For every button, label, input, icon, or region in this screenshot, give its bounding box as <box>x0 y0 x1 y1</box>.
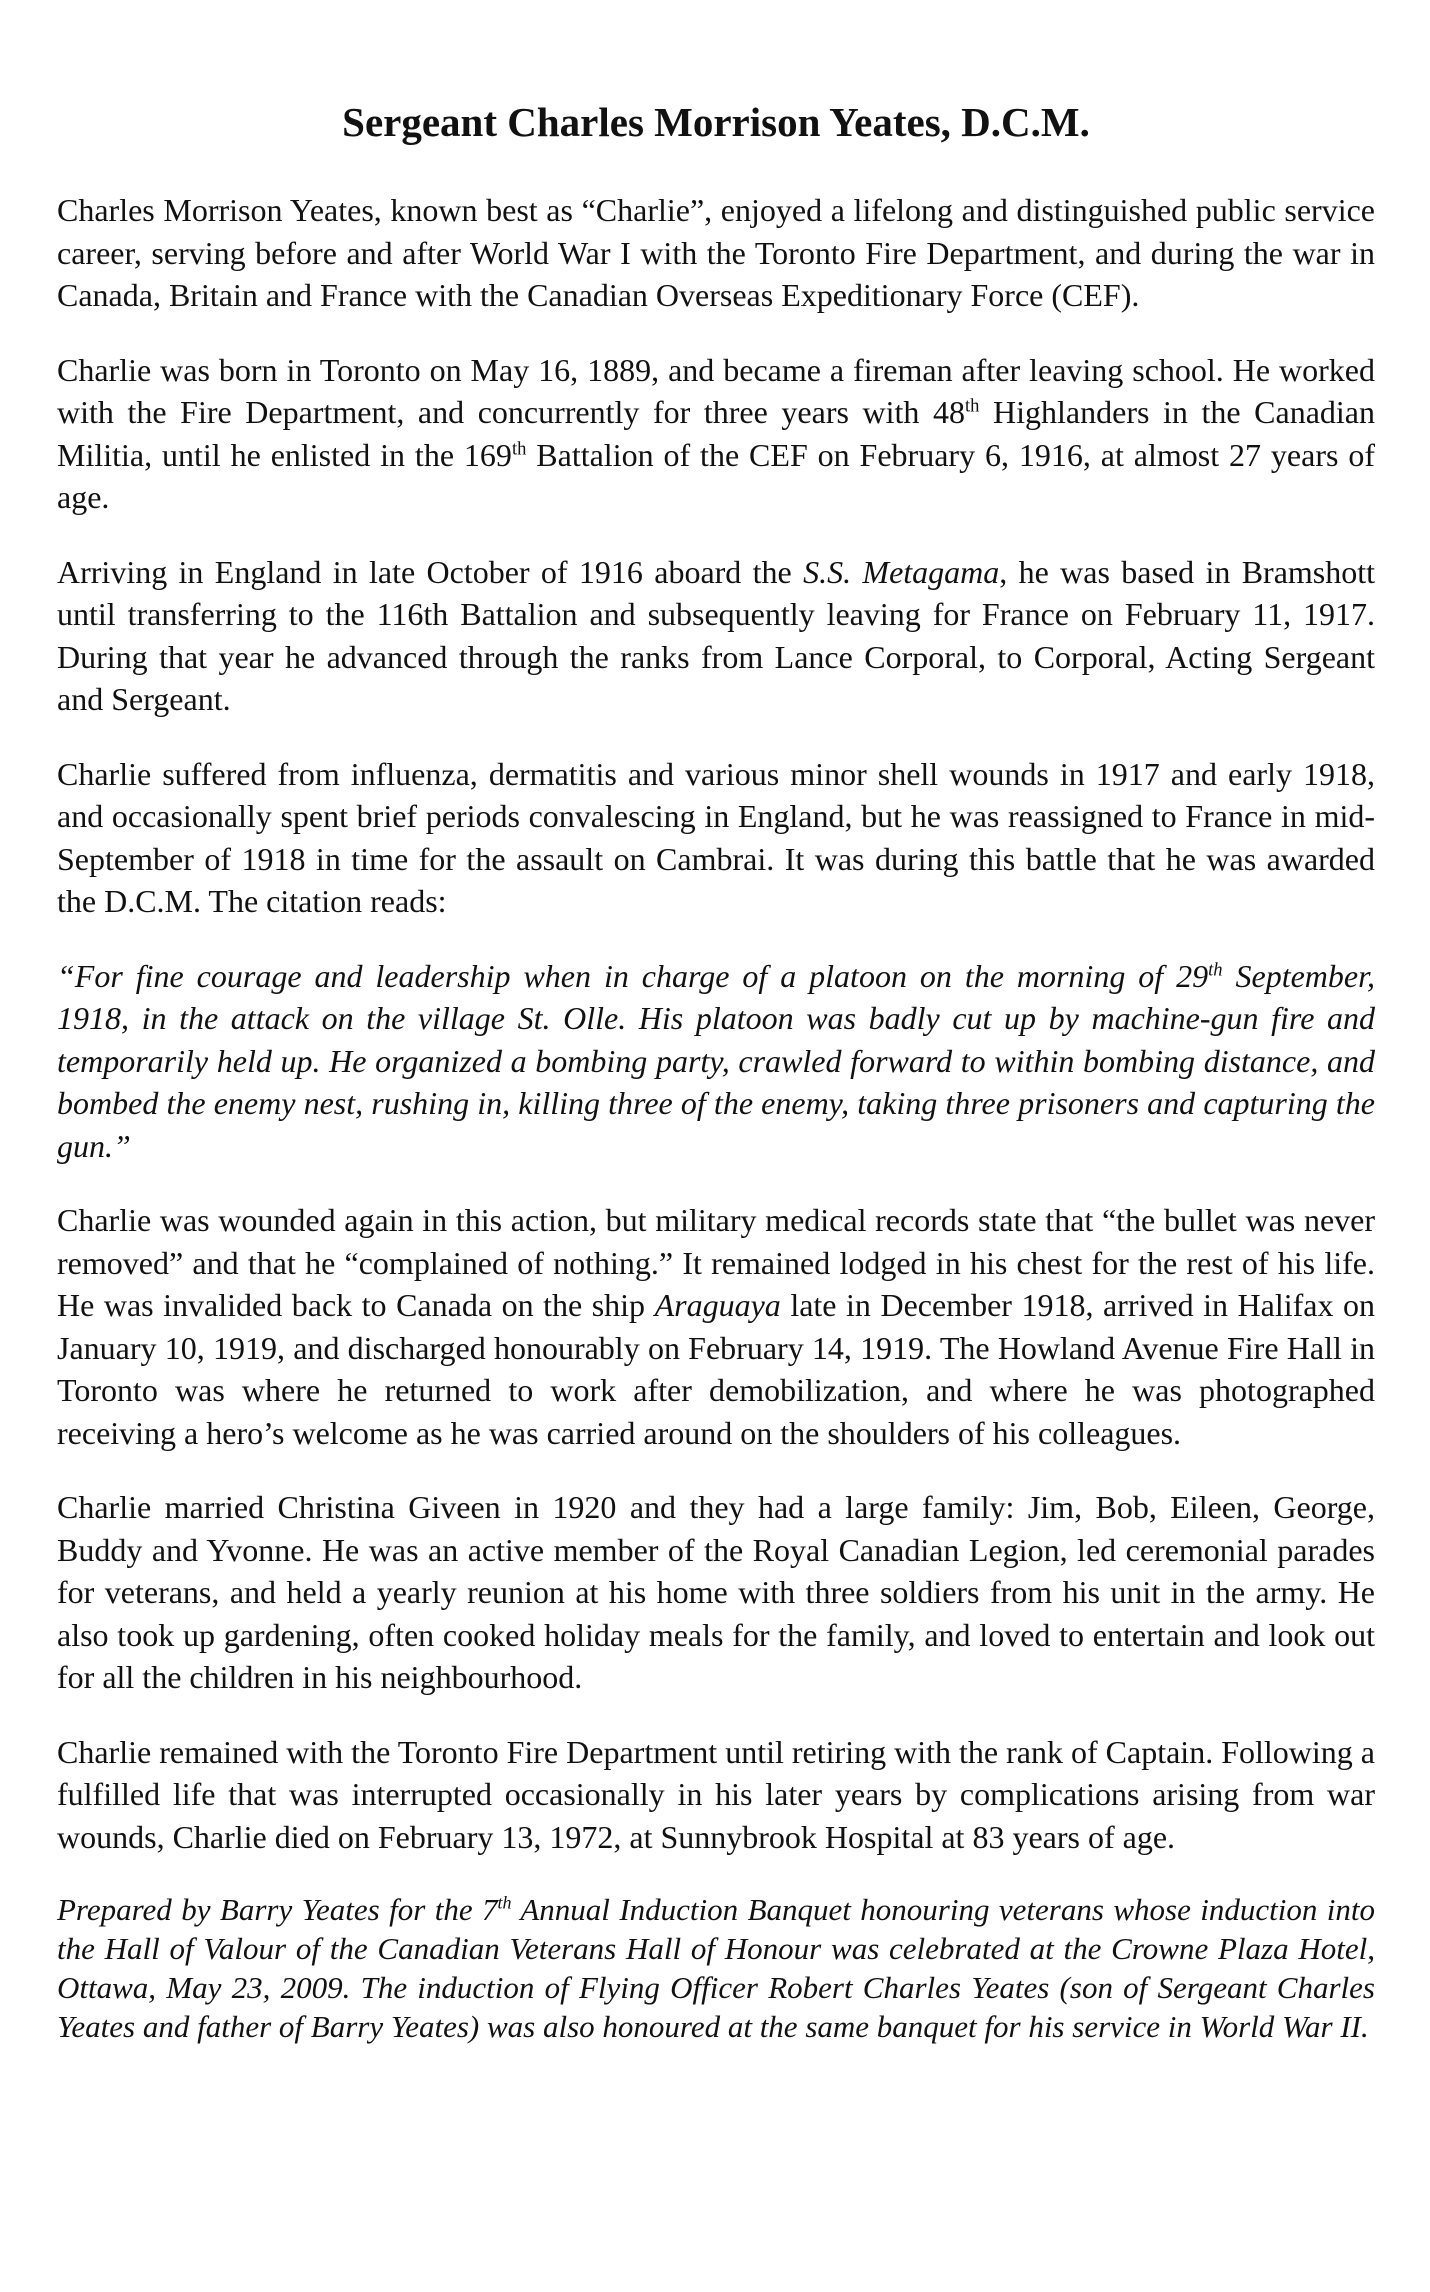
ordinal-suffix: th <box>1208 959 1223 981</box>
citation-text-b: September, 1918, in the attack on the village St. Olle. His platoon was badly cut up by machine-gun fire and temporarily held up. He organized a bombing party, crawled forward to within bombing distance, and bombed the enemy nest, rushing in, killing three of the enemy, taking three prisoners and capturing the gun.” <box>57 957 1376 1164</box>
ordinal-suffix: th <box>497 1892 512 1913</box>
ordinal-suffix: th <box>965 395 980 417</box>
paragraph-wounded-text-b: late in December 1918, arrived in Halifax on January 10, 1919, and discharged honourably on February 14, 1919. The Howland Avenue Fire Hall in Toronto was where he returned to work after demobilization, and where he was photographed receiving a hero’s welcome as he was carried around on the shoulders of his colleagues. <box>57 1287 1376 1451</box>
credit-text-b: Annual Induction Banquet honouring veterans whose induction into the Hall of Valour of the Canadian Veterans Hall of Honour was celebrated at the Crowne Plaza Hotel, Ottawa, May 23, 2009. The induction of Flying Officer Robert Charles Yeates (son of Sergeant Charles Yeates and father of Barry Yeates) was also honoured at the same banquet for his service in World War II. <box>57 1892 1375 2045</box>
citation-text-a: “For fine courage and leadership when in charge of a platoon on the morning of 29 <box>57 957 1209 994</box>
credit-text-a: Prepared by Barry Yeates for the 7 <box>57 1892 498 1928</box>
paragraph-england <box>57 551 1375 721</box>
document-title: Sergeant Charles Morrison Yeates, D.C.M. <box>342 99 1090 145</box>
citation-quote <box>57 955 1375 1168</box>
paragraph-early-life-text-b: Highlanders in the Canadian Militia, until he enlisted in the 169 <box>57 394 1376 473</box>
ordinal-suffix: th <box>511 438 527 460</box>
paragraph-wounded <box>57 1199 1375 1454</box>
paragraph-early-life-text-a: Charlie was born in Toronto on May 16, 1889, and became a fireman after leaving school. He worked with the Fire Department, and concurrently for three years with 48 <box>57 351 1375 431</box>
ship-name: Araguaya <box>654 1287 781 1324</box>
credit-note <box>57 1890 1375 2046</box>
paragraph-later-life: Charlie remained with the Toronto Fire Department until retiring with the rank of Captain. Following a fulfilled life that was interrupted occasionally in his later years by complications arising from war wounds, Charlie died on February 13, 1972, at Sunnybrook Hospital at 83 years of age. <box>57 1733 1375 1855</box>
paragraph-cambrai: Charlie suffered from influenza, dermatitis and various minor shell wounds in 1917 and early 1918, and occasionally spent brief periods convalescing in England, but he was reassigned to France in mid-September of 1918 in time for the assault on Cambrai. It was during this battle that he was awarded the D.C.M. The citation reads: <box>57 755 1375 920</box>
paragraph-england-text-b: , he was based in Bramshott until transferring to the 116th Battalion and subsequently leaving for France on February 11, 1917. During that year he advanced through the ranks from Lance Corporal, to Corporal, Acting Sergeant and Sergeant. <box>57 553 1376 718</box>
paragraph-family: Charlie married Christina Giveen in 1920 and they had a large family: Jim, Bob, Eileen, George, Buddy and Yvonne. He was an active member of the Royal Canadian Legion, led ceremonial parades for veterans, and held a yearly reunion at his home with three soldiers from his unit in the army. He also took up gardening, often cooked holiday meals for the family, and loved to entertain and look out for all the children in his neighbourhood. <box>57 1489 1375 1696</box>
paragraph-early-life-text-c: Battalion of the CEF on February 6, 1916, at almost 27 years of age. <box>57 436 1376 516</box>
paragraph-wounded-text-a: Charlie was wounded again in this action, but military medical records state that “the bullet was never removed” and that he “complained of nothing.” It remained lodged in his chest for the rest of his life. He was invalided back to Canada on the ship <box>57 1202 1375 1324</box>
paragraph-england-text-a: Arriving in England in late October of 1916 aboard the <box>57 553 804 590</box>
ship-name: S.S. Metagama <box>803 553 1000 590</box>
paragraph-intro: Charles Morrison Yeates, known best as “Charlie”, enjoyed a lifelong and distinguished public service career, serving before and after World War I with the Toronto Fire Department, and during the war in Canada, Britain and France with the Canadian Overseas Expeditionary Force (CEF). <box>57 192 1375 314</box>
paragraph-early-life <box>57 349 1375 519</box>
